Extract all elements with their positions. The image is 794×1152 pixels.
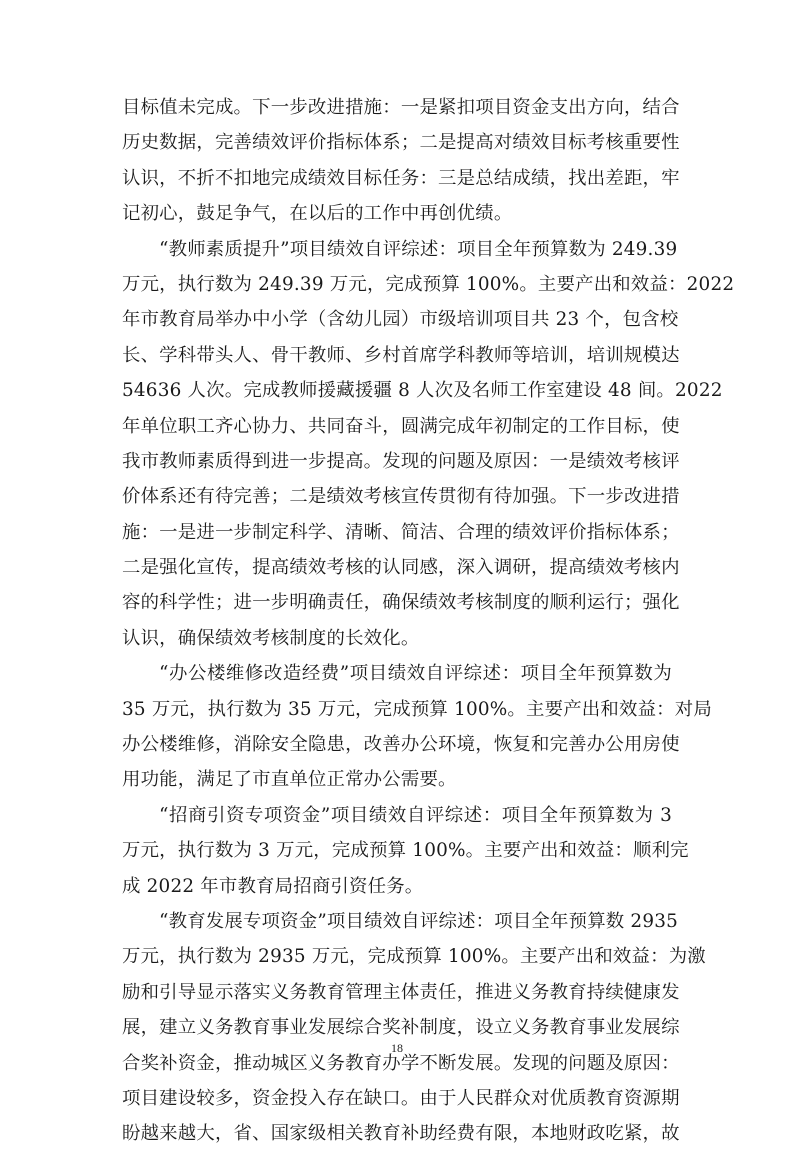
text-line: 二是强化宣传，提高绩效考核的认同感，深入调研，提高绩效考核内 <box>122 557 680 579</box>
body-text <box>122 90 735 1152</box>
text-line: 万元，执行数为 249.39 万元，完成预算 100%。主要产出和效益：2022 <box>122 273 735 295</box>
text-line: 价体系还有待完善；二是绩效考核宣传贯彻有待加强。下一步改进措 <box>122 486 680 508</box>
text-line: 记初心，鼓足争气，在以后的工作中再创优绩。 <box>122 203 513 225</box>
page-number: 18 <box>391 1041 403 1055</box>
text-line: 施：一是进一步制定科学、清晰、简洁、合理的绩效评价指标体系； <box>122 521 680 543</box>
text-line: 励和引导显示落实义务教育管理主体责任，推进义务教育持续健康发 <box>122 981 680 1003</box>
text-line: 我市教师素质得到进一步提高。发现的问题及原因：一是绩效考核评 <box>122 450 680 472</box>
text-line: 目标值未完成。下一步改进措施：一是紧扣项目资金支出方向，结合 <box>122 97 680 118</box>
paragraph-start-line: “教师素质提升”项目绩效自评综述：项目全年预算数为 249.39 <box>159 238 678 260</box>
text-line: 长、学科带头人、骨干教师、乡村首席学科教师等培训，培训规模达 <box>122 344 680 366</box>
text-line: 展，建立义务教育事业发展综合奖补制度，设立义务教育事业发展综 <box>122 1017 680 1039</box>
text-line: 合奖补资金，推动城区义务教育办学不断发展。发现的问题及原因： <box>122 1052 680 1074</box>
text-line: 万元，执行数为 3 万元，完成预算 100%。主要产出和效益：顺利完 <box>122 840 689 862</box>
paragraph-start-line: “招商引资专项资金”项目绩效自评综述：项目全年预算数为 3 <box>159 804 672 826</box>
paragraph-start-line: “办公楼维修改造经费”项目绩效自评综述：项目全年预算数为 <box>159 663 672 685</box>
text-line: 认识，不折不扣地完成绩效目标任务：三是总结成绩，找出差距，牢 <box>122 167 680 189</box>
text-line: 年市教育局举办中小学（含幼儿园）市级培训项目共 23 个，包含校 <box>122 309 679 331</box>
text-line: 项目建设较多，资金投入存在缺口。由于人民群众对优质教育资源期 <box>122 1087 680 1109</box>
text-line: 万元，执行数为 2935 万元，完成预算 100%。主要产出和效益：为激 <box>122 946 706 968</box>
text-line: 认识，确保绩效考核制度的长效化。 <box>122 627 420 649</box>
text-line: 成 2022 年市教育局招商引资任务。 <box>122 875 424 897</box>
text-line: 年单位职工齐心协力、共同奋斗，圆满完成年初制定的工作目标，使 <box>122 415 680 437</box>
text-line: 办公楼维修，消除安全隐患，改善办公环境，恢复和完善办公用房使 <box>122 734 680 756</box>
text-line: 35 万元，执行数为 35 万元，完成预算 100%。主要产出和效益：对局 <box>122 698 712 720</box>
paragraph-start-line: “教育发展专项资金”项目绩效自评综述：项目全年预算数 2935 <box>159 910 679 932</box>
text-line: 容的科学性；进一步明确责任，确保绩效考核制度的顺利运行；强化 <box>122 592 680 614</box>
text-line: 盼越来越大，省、国家级相关教育补助经费有限，本地财政吃紧，故 <box>122 1123 680 1145</box>
text-line: 54636 人次。完成教师援藏援疆 8 人次及名师工作室建设 48 间。2022 <box>122 380 723 402</box>
text-line: 历史数据，完善绩效评价指标体系；二是提高对绩效目标考核重要性 <box>122 132 680 154</box>
text-line: 用功能，满足了市直单位正常办公需要。 <box>122 769 457 791</box>
